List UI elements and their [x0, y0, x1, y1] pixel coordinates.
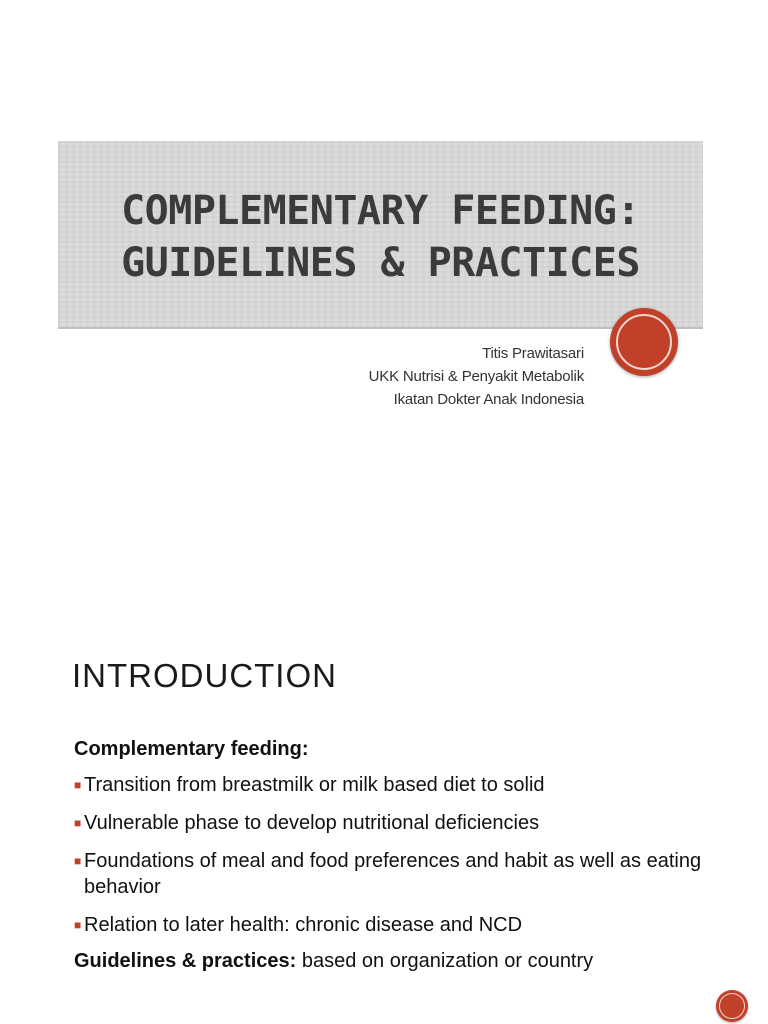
title-line-1: COMPLEMENTARY FEEDING:	[121, 188, 640, 234]
slide-heading: INTRODUCTION	[72, 657, 337, 694]
slide-body	[74, 736, 734, 974]
footer-bold-text: Guidelines & practices:	[74, 950, 297, 972]
square-bullet-icon: ■	[74, 778, 82, 792]
circle-ring	[719, 993, 745, 1019]
list-item	[74, 912, 734, 938]
author-organization: Ikatan Dokter Anak Indonesia	[393, 391, 584, 408]
introduction-slide	[0, 596, 768, 1024]
footer-line	[74, 948, 734, 974]
square-bullet-icon: ■	[74, 854, 82, 868]
circle-ring	[616, 314, 672, 370]
bullet-text: Foundations of meal and food preferences and habit as well as eating behavior	[84, 850, 702, 898]
list-item	[74, 810, 734, 836]
slide-subtitle	[369, 342, 584, 411]
list-item	[74, 848, 734, 900]
bullet-text: Relation to later health: chronic disease and NCD	[84, 914, 523, 936]
title-line-2: GUIDELINES & PRACTICES	[121, 240, 640, 286]
list-item	[74, 772, 734, 798]
square-bullet-icon: ■	[74, 816, 82, 830]
circle-ornament-icon	[716, 990, 748, 1022]
bullet-text: Transition from breastmilk or milk based diet to solid	[84, 774, 545, 796]
square-bullet-icon: ■	[74, 918, 82, 932]
circle-ornament-icon	[610, 308, 678, 376]
author-name: Titis Prawitasari	[482, 345, 584, 362]
bullet-text: Vulnerable phase to develop nutritional deficiencies	[84, 812, 540, 834]
slide-title	[58, 185, 703, 289]
title-band	[58, 141, 703, 328]
author-unit: UKK Nutrisi & Penyakit Metabolik	[368, 368, 584, 385]
lead-text: Complementary feeding:	[74, 738, 309, 760]
footer-text: based on organization or country	[296, 950, 594, 972]
